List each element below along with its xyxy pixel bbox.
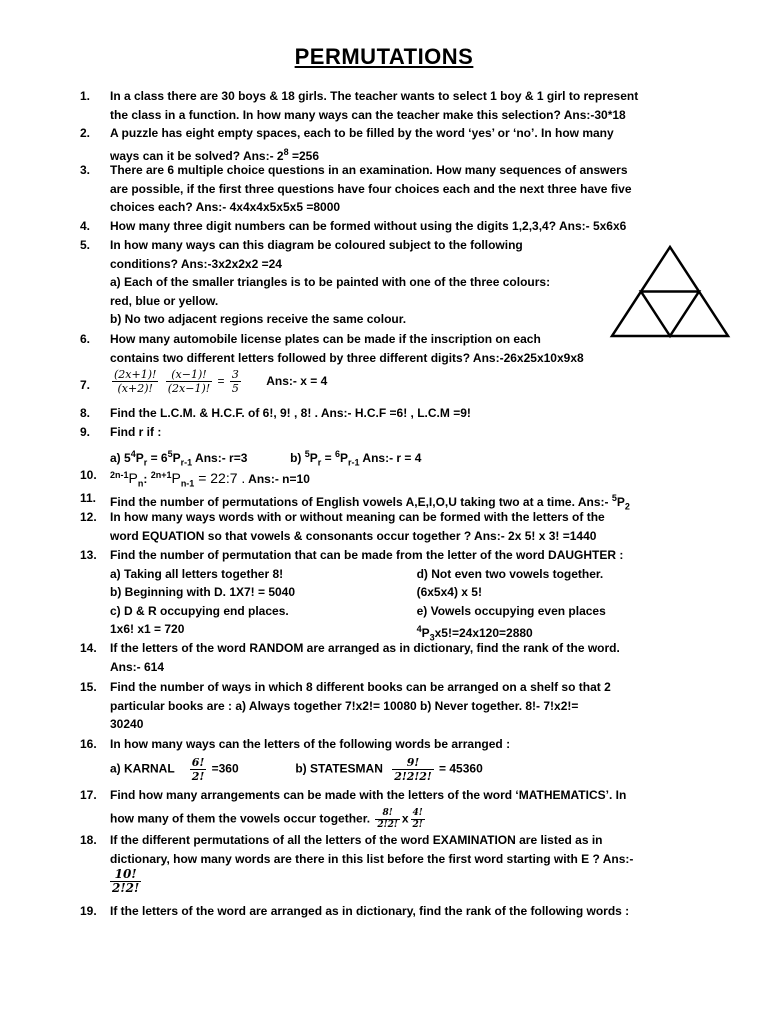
- question-text: dictionary, how many words are there in this list before the first word starting with E ? Ans:-: [110, 851, 634, 866]
- question-number: 2.: [80, 126, 91, 140]
- triangle-diagram: [608, 243, 732, 339]
- question-text: word EQUATION so that vowels & consonants occur together ? Ans:- 2x 5! x 3! =1440: [110, 528, 597, 543]
- fraction: $\frac{4!}{2!}$: [412, 807, 423, 830]
- question-text: A puzzle has eight empty spaces, each to be filled by the word ‘yes’ or ‘no’. In how many: [110, 126, 614, 140]
- question-number: 3.: [80, 163, 91, 177]
- equation: [110, 368, 328, 395]
- question-text: Find the number of permutations of English vowels A,E,I,O,U taking two at a time. Ans:- $^5P_2$: [110, 493, 630, 512]
- fraction: $\frac{(x-1)!}{(2x-1)!}$: [167, 368, 211, 395]
- question-1: [80, 87, 676, 124]
- answer-text: Ans:- 614: [110, 659, 165, 674]
- question-text: $^{2n-1}P_n$: $^{2n+1}P_{n-1}$ = 22:7 . Ans:- n=10: [110, 470, 310, 489]
- right-column: [417, 565, 676, 647]
- question-6: [80, 330, 676, 367]
- question-18: [80, 831, 676, 895]
- question-text: b) No two adjacent regions receive the same colour.: [110, 312, 407, 326]
- question-text: Find the L.C.M. & H.C.F. of 6!, 9! , 8! . Ans:- H.C.F =6! , L.C.M =9!: [110, 406, 471, 420]
- fraction: $\frac{9!}{2!2!2!}$: [394, 755, 432, 783]
- question-8: [80, 404, 676, 423]
- question-number: 14.: [80, 641, 97, 655]
- question-parts: a) $5^4P_r = 6^5P_{r-1}$ Ans:- r=3 b) $^5P_r = ^6P_{r-1}$ Ans:- r = 4: [110, 448, 422, 467]
- question-number: 4.: [80, 219, 91, 233]
- part-b: b) STATESMAN: [295, 761, 383, 776]
- question-12: [80, 508, 676, 545]
- question-number: 7.: [80, 378, 91, 392]
- question-text: Find the number of ways in which 8 different books can be arranged on a shelf so that 2: [110, 680, 611, 694]
- answer-text: Ans:- x = 4: [266, 373, 328, 388]
- question-7: [80, 368, 676, 395]
- question-3: [80, 161, 676, 217]
- question-number: 11.: [80, 491, 97, 505]
- question-number: 6.: [80, 332, 91, 346]
- question-9: [80, 423, 676, 471]
- part-e: e) Vowels occupying even places: [416, 603, 606, 618]
- question-16: [80, 735, 676, 783]
- question-text: In how many ways words with or without meaning can be formed with the letters of the: [110, 510, 605, 524]
- question-text: Find how many arrangements can be made with the letters of the word ‘MATHEMATICS’. In: [110, 788, 627, 802]
- question-number: 5.: [80, 238, 91, 252]
- question-text: contains two different letters followed by three different digits? Ans:-26x25x10x9x8: [110, 350, 584, 365]
- question-text: red, blue or yellow.: [110, 293, 219, 308]
- part-d-answer: (6x5x4) x 5!: [416, 585, 482, 599]
- question-17: [80, 786, 676, 831]
- question-text: Find the number of permutation that can be made from the letter of the word DAUGHTER :: [110, 548, 624, 562]
- question-parts: [110, 756, 676, 783]
- part-e-answer: $^4P_3x5!=24x120=2880$: [416, 624, 533, 643]
- left-column: [110, 565, 403, 647]
- question-19: [80, 902, 676, 921]
- question-5: [80, 236, 600, 329]
- question-text: There are 6 multiple choice questions in an examination. How many sequences of answers: [110, 163, 628, 177]
- fraction: $\frac{(2x+1)!}{(x+2)!}$: [114, 368, 157, 395]
- part-a: a) KARNAL: [110, 761, 175, 776]
- question-15: [80, 678, 676, 734]
- part-c-answer: 1x6! x1 = 720: [110, 622, 185, 636]
- question-text: In a class there are 30 boys & 18 girls. The teacher wants to select 1 boy & 1 girl to represent: [110, 89, 639, 103]
- question-text: particular books are : a) Always together 7!x2!= 10080 b) Never together. 8!- 7!x2!=: [110, 698, 579, 713]
- question-text: conditions? Ans:-3x2x2x2 =24: [110, 256, 282, 271]
- part-d: d) Not even two vowels together.: [416, 566, 604, 581]
- question-number: 13.: [80, 548, 97, 562]
- fraction: $\frac{8!}{2!2!}$: [377, 807, 398, 830]
- question-number: 19.: [80, 904, 97, 918]
- part-b-answer: = 45360: [439, 761, 483, 776]
- question-number: 12.: [80, 510, 97, 524]
- multiply-sign: x: [401, 811, 409, 826]
- question-text: are possible, if the first three questions have four choices each and the next three have five: [110, 181, 632, 196]
- fraction: $\frac{3}{5}$: [231, 368, 239, 395]
- parts-grid: [110, 565, 676, 647]
- question-number: 1.: [80, 89, 91, 103]
- question-number: 9.: [80, 425, 91, 439]
- question-text: In how many ways can this diagram be coloured subject to the following: [110, 238, 523, 252]
- question-number: 16.: [80, 737, 97, 751]
- question-text: If the different permutations of all the letters of the word EXAMINATION are listed as in: [110, 833, 603, 847]
- question-text: choices each? Ans:- 4x4x4x5x5x5 =8000: [110, 200, 341, 214]
- question-text: If the letters of the word are arranged as in dictionary, find the rank of the following words :: [110, 904, 630, 918]
- question-number: 18.: [80, 833, 97, 847]
- part-c: c) D & R occupying end places.: [110, 603, 289, 618]
- question-text: How many automobile license plates can be made if the inscription on each: [110, 332, 541, 346]
- fraction: $\frac{10!}{2!2!}$: [112, 867, 140, 895]
- question-number: 15.: [80, 680, 97, 694]
- question-text: In how many ways can the letters of the following words be arranged :: [110, 737, 511, 751]
- part-a: a) Taking all letters together 8!: [110, 566, 284, 581]
- answer-text: 30240: [110, 717, 144, 731]
- answer-text: ways can it be solved? Ans:- 2: [110, 148, 284, 163]
- question-text: Find r if :: [110, 425, 162, 439]
- question-number: 17.: [80, 788, 97, 802]
- question-number: 8.: [80, 406, 91, 420]
- question-2: [80, 124, 676, 165]
- question-text: How many three digit numbers can be formed without using the digits 1,2,3,4? Ans:- 5x6x6: [110, 219, 627, 233]
- question-number: 10.: [80, 468, 97, 482]
- question-13: [80, 546, 676, 647]
- question-text: a) Each of the smaller triangles is to be painted with one of the three colours:: [110, 275, 551, 289]
- question-14: [80, 639, 676, 676]
- equals-sign: =: [217, 373, 225, 388]
- part-b: b) Beginning with D. 1X7! = 5040: [110, 585, 296, 599]
- question-text: how many of them the vowels occur together. $\frac{8!}{2!2!}$ x $\frac{4!}{2!}$: [110, 807, 423, 830]
- question-4: [80, 217, 676, 236]
- question-text: If the letters of the word RANDOM are arranged as in dictionary, find the rank of the word.: [110, 641, 620, 655]
- exponent: 8: [283, 146, 289, 157]
- question-text: the class in a function. In how many ways can the teacher make this selection? Ans:-30*18: [110, 107, 626, 122]
- fraction: $\frac{6!}{2!}$: [191, 755, 205, 783]
- part-a-answer: =360: [211, 761, 239, 776]
- page-title: PERMUTATIONS: [294, 44, 474, 69]
- answer-text: =256: [288, 148, 319, 163]
